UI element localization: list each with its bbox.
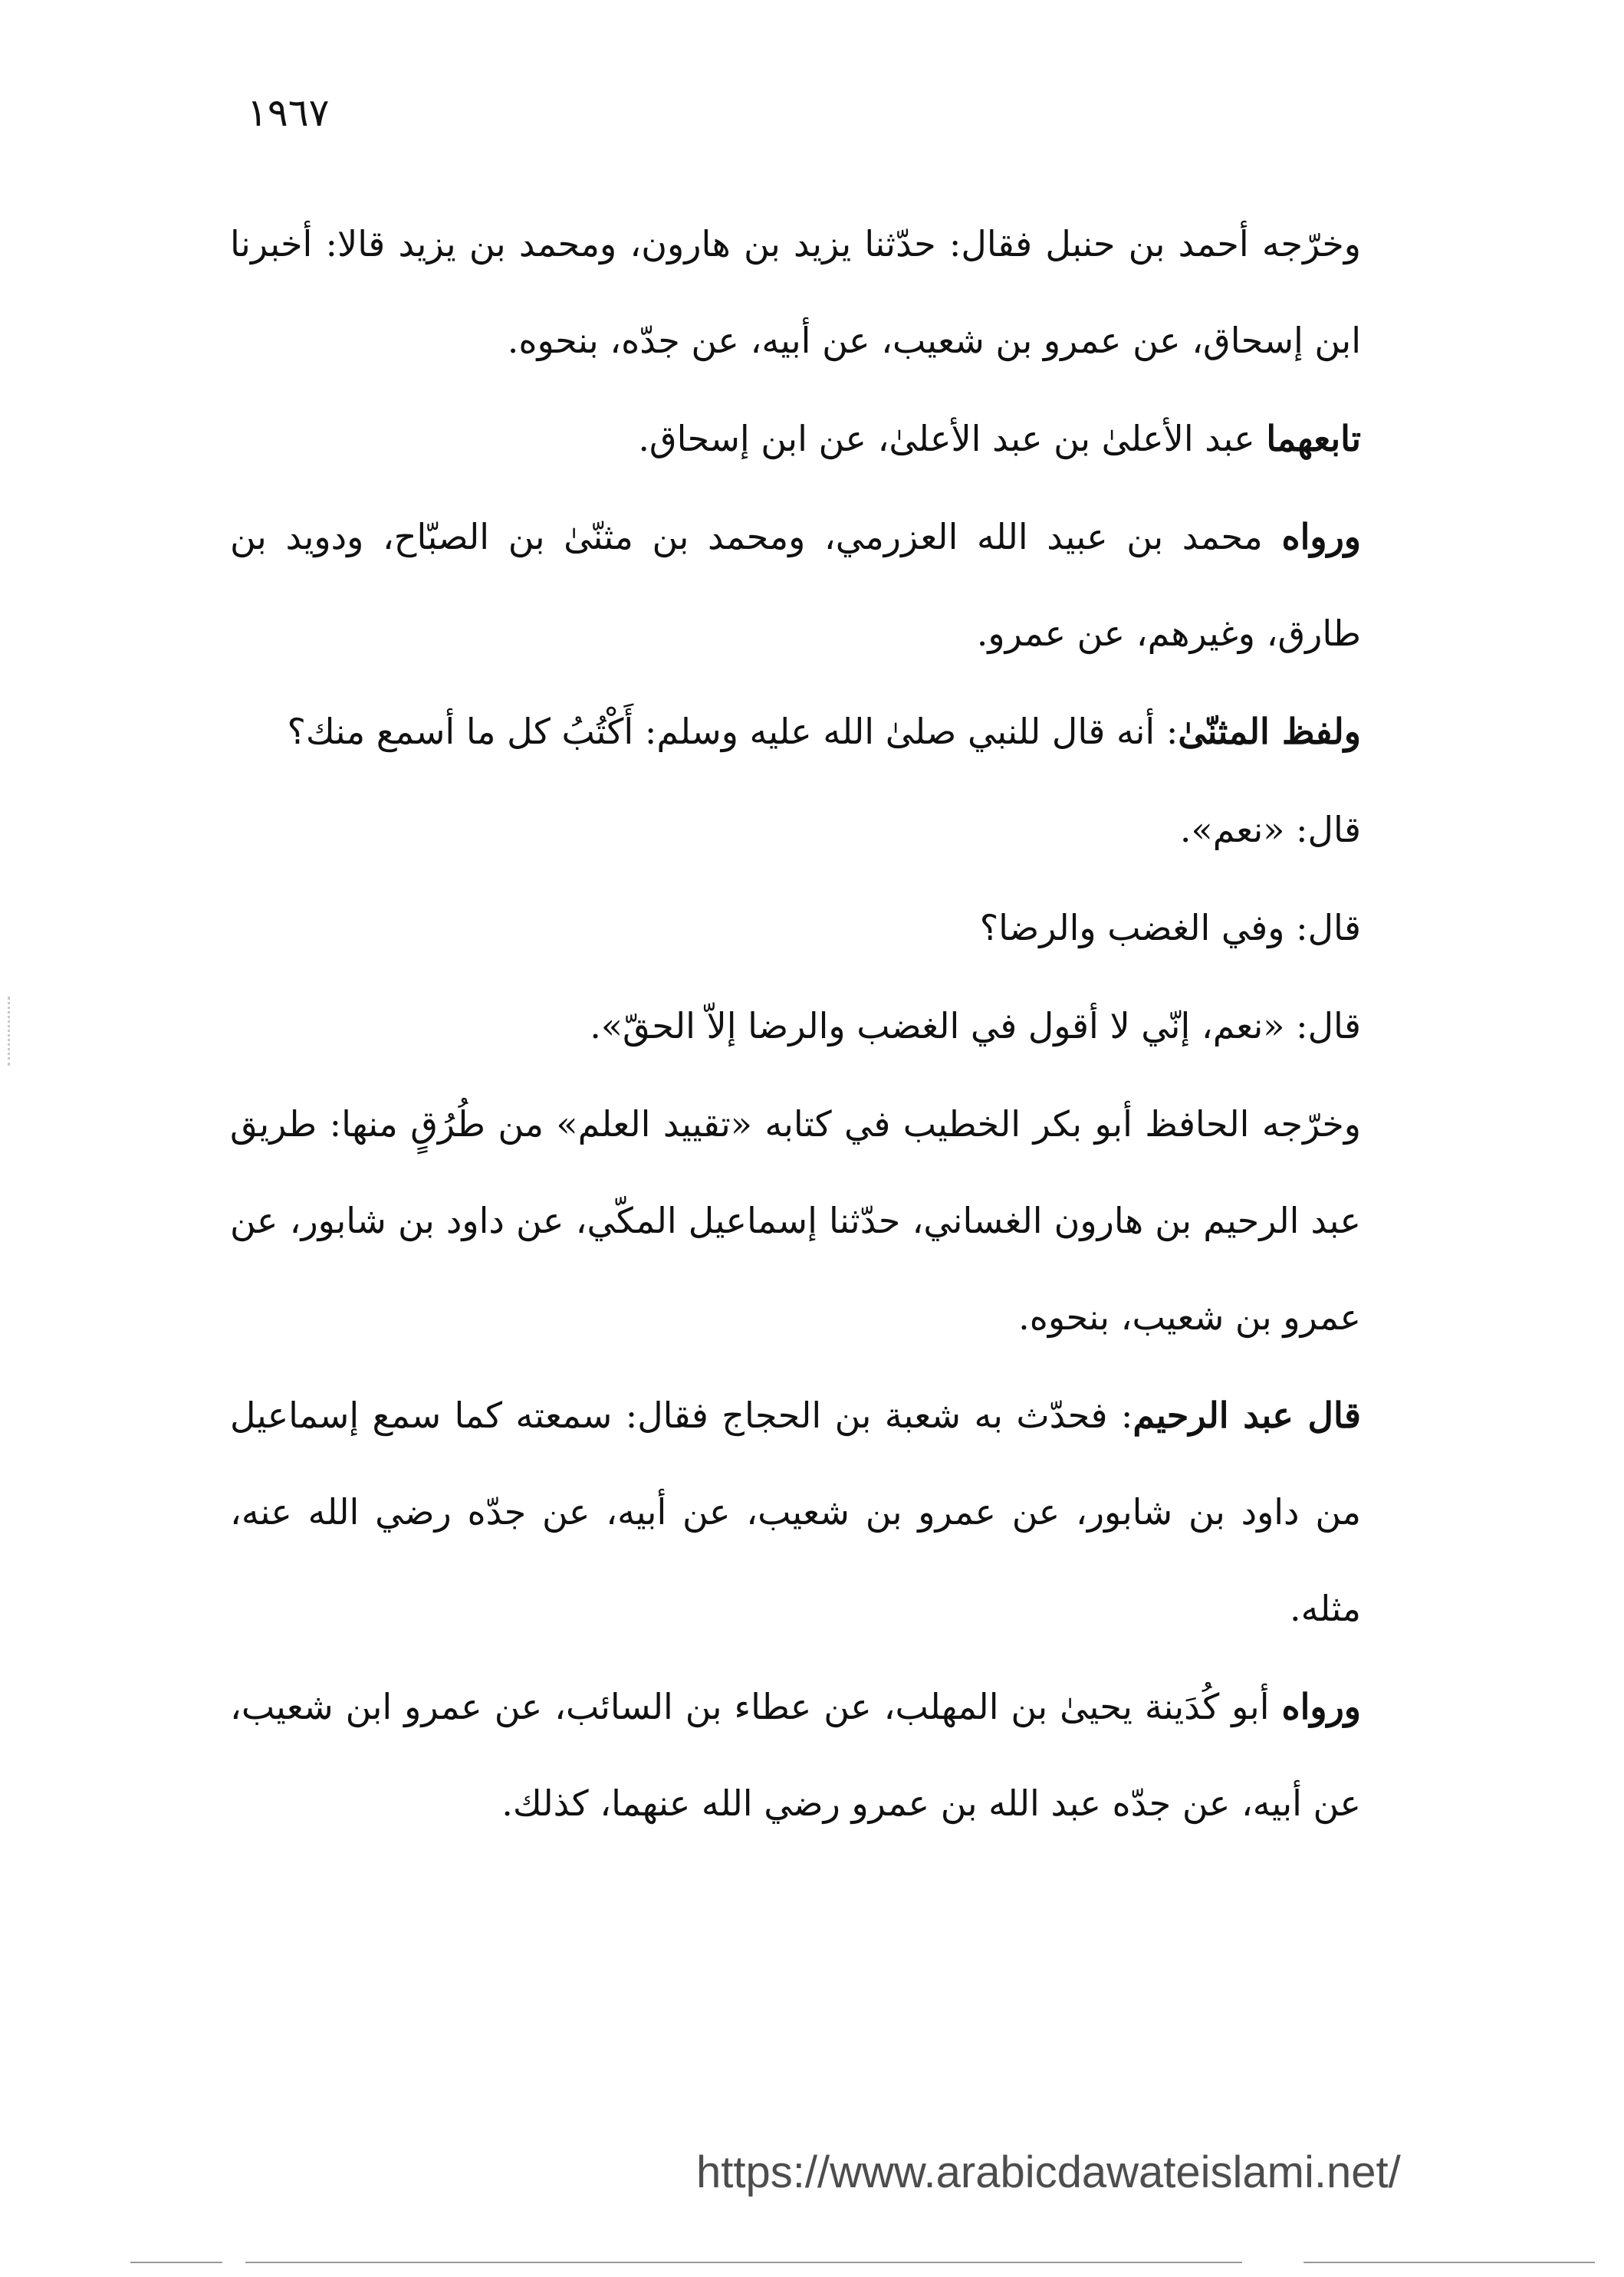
bottom-rule xyxy=(130,2262,222,2263)
scan-artifact xyxy=(8,997,12,1066)
page-body xyxy=(230,196,1426,1853)
paragraph-lead: ولفظ المثنّىٰ xyxy=(1178,711,1361,752)
paragraph-1 xyxy=(230,196,1426,389)
paragraph-text: محمد بن عبيد الله العزرمي، ومحمد بن مثنّىٰ بن الصبّاح، ودويد بن طارق، وغيرهم، عن عمرو. xyxy=(230,516,1361,654)
paragraph-text: قال: «نعم». xyxy=(1179,809,1361,850)
paragraph-lead: قال عبد الرحيم xyxy=(1133,1395,1361,1436)
paragraph-6 xyxy=(230,879,1426,976)
bottom-rule xyxy=(1303,2262,1595,2263)
paragraph-9 xyxy=(230,1367,1426,1657)
paragraph-text: قال: وفي الغضب والرضا؟ xyxy=(979,907,1361,948)
paragraph-text: وخرّجه الحافظ أبو بكر الخطيب في كتابه «تقييد العلم» من طُرُقٍ منها: طريق عبد الرحيم بن هارون الغساني، حدّثنا إسماعيل المكّي، عن داود بن شابور، عن عمرو بن شعيب، بنحوه. xyxy=(230,1103,1361,1338)
paragraph-lead: تابعهما xyxy=(1266,418,1361,459)
paragraph-10 xyxy=(230,1658,1426,1852)
paragraph-2 xyxy=(230,390,1426,487)
paragraph-4 xyxy=(230,683,1426,780)
paragraph-text: قال: «نعم، إنّي لا أقول في الغضب والرضا إلاّ الحقّ». xyxy=(590,1005,1361,1046)
paragraph-7 xyxy=(230,978,1426,1074)
bottom-rule xyxy=(245,2262,1242,2263)
paragraph-lead: ورواه xyxy=(1281,1686,1361,1727)
paragraph-text: : أنه قال للنبي صلىٰ الله عليه وسلم: أَكْتُبُ كل ما أسمع منك؟ xyxy=(287,711,1179,752)
paragraph-text: وخرّجه أحمد بن حنبل فقال: حدّثنا يزيد بن هارون، ومحمد بن يزيد قالا: أخبرنا ابن إسحاق، عن عمرو بن شعيب، عن أبيه، عن جدّه، بنحوه. xyxy=(230,223,1361,361)
page-number: ١٩٦٧ xyxy=(247,90,330,135)
paragraph-lead: ورواه xyxy=(1281,516,1361,557)
paragraph-8 xyxy=(230,1076,1426,1365)
paragraph-3 xyxy=(230,488,1426,682)
paragraph-text: عبد الأعلىٰ بن عبد الأعلىٰ، عن ابن إسحاق. xyxy=(638,418,1267,459)
watermark-url: https://www.arabicdawateislami.net/ xyxy=(696,2147,1401,2197)
paragraph-text: أبو كُدَينة يحيىٰ بن المهلب، عن عطاء بن السائب، عن عمرو ابن شعيب، عن أبيه، عن جدّه عبد الله بن عمرو رضي الله عنهما، كذلك. xyxy=(230,1686,1361,1824)
paragraph-text: : فحدّث به شعبة بن الحجاج فقال: سمعته كما سمع إسماعيل من داود بن شابور، عن عمرو بن شعيب، عن أبيه، عن جدّه رضي الله عنه، مثله. xyxy=(230,1395,1361,1629)
paragraph-5 xyxy=(230,781,1426,878)
